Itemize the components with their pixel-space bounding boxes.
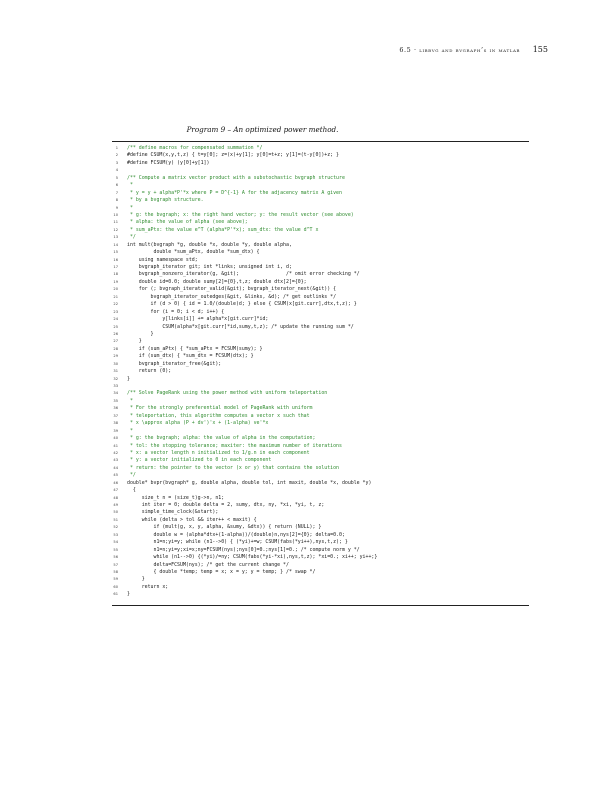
code-text: /** Compute a matrix vector product with a substochastic bvgraph structure: [127, 174, 345, 181]
line-number: 58: [113, 569, 118, 574]
code-line: [112, 517, 529, 524]
code-line: [112, 450, 529, 457]
code-line: [112, 398, 529, 405]
line-number: 5: [115, 175, 118, 180]
line-number: 30: [113, 361, 118, 366]
line-number: 23: [113, 309, 118, 314]
line-number: 7: [115, 190, 118, 195]
line-number: 47: [113, 488, 118, 493]
code-line: [112, 376, 529, 383]
code-line: [112, 145, 529, 152]
line-number: 46: [113, 480, 118, 485]
code-text: if (sum_aPtx) { *sum_aPtx = FCSUM(sumy); }: [127, 345, 263, 352]
code-text: return x;: [127, 583, 169, 590]
line-number: 2: [115, 153, 118, 158]
code-line: [112, 547, 529, 554]
line-number: 27: [113, 339, 118, 344]
code-text: bvgraph_iterator git; int *links; unsigned int i, d;: [127, 264, 292, 270]
code-text: if (d > 0) { id = 1.0/(double)d; } else { CSUM(x[git.curr],dtx,t,z); }: [127, 301, 357, 308]
code-line: [112, 361, 529, 368]
line-number: 34: [113, 391, 118, 396]
code-text: /** Solve PageRank using the power method with uniform teleportation: [127, 390, 328, 397]
code-text: *: [127, 427, 133, 434]
line-number: 15: [113, 250, 118, 255]
code-text: }: [127, 375, 130, 382]
code-line: [112, 338, 529, 345]
code-line: [112, 495, 529, 502]
line-number: 37: [113, 413, 118, 418]
line-number: 1: [115, 146, 118, 150]
code-text: if (sum_dtx) { *sum_dtx = FCSUM(dtx); }: [127, 353, 254, 360]
code-text: using namespace std;: [127, 256, 198, 263]
code-text: y[links[i]] += alpha*x[git.curr]*id;: [127, 316, 269, 323]
code-text: bvgraph_iterator_free(&git);: [127, 360, 222, 367]
code-text: * g: the bvgraph; alpha: the value of alpha in the computation;: [127, 435, 316, 442]
code-text: n1=n;yi=y;xi=x;ny=FCSUM(nys);nys[0]=0.;nys[1]=0.; /* compute norm y */: [127, 546, 360, 553]
code-text: * sum_aPtx: the value e^T (alpha*P'*x); sum_dtx: the value d^T x: [127, 226, 319, 233]
code-line: [112, 472, 529, 479]
line-number: 45: [113, 473, 118, 478]
code-line: [112, 509, 529, 516]
line-number: 36: [113, 406, 118, 411]
code-line: [112, 457, 529, 464]
line-number: 20: [113, 287, 118, 292]
code-line: [112, 480, 529, 487]
line-number: 35: [113, 398, 118, 403]
code-line: [112, 167, 529, 174]
line-number: 21: [113, 294, 118, 299]
line-number: 25: [113, 324, 118, 329]
code-line: [112, 152, 529, 159]
line-number: 42: [113, 450, 118, 455]
line-number: 54: [113, 540, 118, 545]
code-text: * x \approx alpha (P + dv')'x + (1-alpha) ve'*x: [127, 420, 269, 427]
line-number: 59: [113, 577, 118, 582]
code-line: [112, 383, 529, 390]
code-line: [112, 331, 529, 338]
code-text: *: [127, 204, 133, 211]
code-text: size_t n = (size_t)g->n, n1;: [127, 494, 225, 501]
line-number: 57: [113, 562, 118, 567]
code-line: [112, 353, 529, 360]
code-text: * y = y + alpha*P'*x where P = D^{-1} A for the adjacency matrix A given: [127, 189, 342, 196]
line-number: 29: [113, 354, 118, 359]
code-text: * alpha: the value of alpha (see above);: [127, 219, 248, 226]
code-line: [112, 390, 529, 397]
line-number: 41: [113, 443, 118, 448]
code-text: for (; bvgraph_iterator_valid(&git); bvgraph_iterator_next(&git)) {: [127, 286, 337, 293]
line-number: 61: [113, 592, 118, 597]
line-number: 55: [113, 547, 118, 552]
code-line: [112, 539, 529, 546]
code-text: int mult(bvgraph *g, double *x, double *y, double alpha,: [127, 241, 292, 248]
code-line: [112, 435, 529, 442]
code-line: [112, 443, 529, 450]
line-number: 9: [115, 205, 118, 210]
line-number: 11: [113, 220, 118, 225]
code-text: delta=FCSUM(nys); /* get the current change */: [127, 561, 289, 568]
line-number: 19: [113, 279, 118, 284]
code-text: n1=n;yi=y; while (n1-->0) { (*yi)+=w; CSUM(fabs(*yi++),nys,t,z); }: [127, 539, 348, 546]
line-number: 8: [115, 198, 118, 203]
line-number: 51: [113, 517, 118, 522]
line-number: 50: [113, 510, 118, 515]
code-text: * x: a vector length n initialized to 1/g.n in each component: [127, 449, 310, 456]
line-number: 4: [115, 168, 118, 173]
code-text: */: [127, 472, 136, 479]
code-line: [112, 301, 529, 308]
line-number: 10: [113, 212, 118, 217]
line-number: 40: [113, 436, 118, 441]
code-text: }: [127, 330, 154, 337]
code-line: [112, 324, 529, 331]
code-text: }: [127, 591, 130, 598]
code-line: [112, 405, 529, 412]
line-number: 28: [113, 346, 118, 351]
code-line: [112, 524, 529, 531]
line-number: 60: [113, 584, 118, 589]
code-text: * by a bvgraph structure.: [127, 197, 204, 204]
code-line: [112, 316, 529, 323]
line-number: 53: [113, 532, 118, 537]
code-line: [112, 532, 529, 539]
running-title: 6.5 · libbvg and bvgraph’s in matlab: [399, 46, 520, 54]
code-text: * tol: the stopping tolerance; maxiter: the maximum number of iterations: [127, 442, 342, 449]
code-text: * return: the pointer to the vector (x or y) that contains the solution: [127, 464, 339, 471]
code-text: * y: a vector initialized to 0 in each component: [127, 457, 272, 464]
code-line: [112, 264, 529, 271]
code-line: [112, 271, 529, 278]
page-header: [0, 46, 612, 60]
code-line: [112, 584, 529, 591]
code-text: *: [127, 397, 133, 404]
code-line: [112, 182, 529, 189]
code-line: [112, 562, 529, 569]
code-text: int iter = 0; double delta = 2, sumy, dtx, ny, *xi, *yi, t, z;: [127, 502, 325, 508]
code-line: [112, 212, 529, 219]
code-line: [112, 502, 529, 509]
code-text: simple_time_clock(&start);: [127, 509, 219, 516]
code-text: CSUM(alpha*x[git.curr]*id,sumy,t,z); /* update the running sum */: [127, 323, 354, 330]
code-text: #define FCSUM(y) (y[0]+y[1]): [127, 159, 210, 166]
code-text: while (n1-->0) {(*yi)/=ny; CSUM(fabs(*yi-*xi),nys,t,z); *xi=0.; xi++; yi++;}: [127, 554, 378, 561]
line-number: 48: [113, 495, 118, 500]
code-line: [112, 227, 529, 234]
code-listing: [112, 145, 529, 599]
page-number: 155: [532, 45, 548, 54]
line-number: 14: [113, 242, 118, 247]
code-text: double w = (alpha*dtx+(1-alpha))/(double)n,nys[2]={0}; delta=0.0;: [127, 531, 345, 538]
line-number: 38: [113, 421, 118, 426]
code-text: double* bvpr(bvgraph* g, double alpha, double tol, int maxit, double *x, double *y): [127, 479, 372, 486]
code-line: [112, 413, 529, 420]
line-number: 56: [113, 555, 118, 560]
line-number: 16: [113, 257, 118, 262]
line-number: 24: [113, 317, 118, 322]
code-line: [112, 160, 529, 167]
line-number: 39: [113, 428, 118, 433]
code-line: [112, 257, 529, 264]
line-number: 44: [113, 465, 118, 470]
code-text: #define CSUM(x,y,t,z) { t=y[0]; z=(x)+y[1]; y[0]=t+z; y[1]=(t-y[0])+z; }: [127, 152, 339, 159]
code-line: [112, 294, 529, 301]
code-text: { double *temp; temp = x; x = y; y = temp; } /* swap */: [127, 568, 316, 575]
code-text: * teleportation, this algorithm computes a vector x such that: [127, 412, 310, 419]
code-line: [112, 309, 529, 316]
code-line: [112, 576, 529, 583]
listing-bottom-rule: [112, 605, 529, 606]
line-number: 12: [113, 227, 118, 232]
code-line: [112, 487, 529, 494]
code-text: for (i = 0; i < d; i++) {: [127, 308, 225, 315]
code-text: double id=0.0; double sumy[2]={0},t,z; double dtx[2]={0};: [127, 278, 307, 285]
code-text: while (delta > tol && iter++ < maxit) {: [127, 516, 257, 523]
line-number: 3: [115, 160, 118, 165]
code-text: }: [127, 576, 145, 583]
code-text: }: [127, 338, 142, 345]
code-text: bvgraph_nonzero_iterator(g, &git); /* omit error checking */: [127, 271, 360, 278]
code-line: [112, 420, 529, 427]
code-line: [112, 465, 529, 472]
line-number: 43: [113, 458, 118, 463]
code-text: double *sum_aPtx, double *sum_dtx) {: [127, 249, 260, 256]
code-line: [112, 249, 529, 256]
code-line: [112, 219, 529, 226]
line-number: 13: [113, 235, 118, 240]
line-number: 22: [113, 302, 118, 307]
line-number: 6: [115, 183, 118, 188]
code-text: */: [127, 234, 136, 241]
code-text: * For the strongly preferential model of PageRank with uniform: [127, 405, 313, 412]
code-text: /** define macros for compensated summation */: [127, 145, 263, 151]
code-line: [112, 197, 529, 204]
code-text: bvgraph_iterator_outedges(&git, &links, &d); /* get outlinks */: [127, 293, 337, 300]
line-number: 17: [113, 265, 118, 269]
code-text: if (mult(g, x, y, alpha, &sumy, &dtx)) { return (NULL); }: [127, 524, 322, 531]
listing-top-rule: [112, 141, 529, 142]
code-text: return (0);: [127, 368, 172, 375]
code-line: [112, 569, 529, 576]
line-number: 31: [113, 369, 118, 374]
code-text: {: [127, 487, 136, 494]
code-line: [112, 175, 529, 182]
code-text: *: [127, 182, 133, 189]
code-line: [112, 591, 529, 598]
code-line: [112, 279, 529, 286]
line-number: 18: [113, 272, 118, 277]
line-number: 52: [113, 525, 118, 530]
listing-caption: Program 9 – An optimized power method.: [186, 125, 339, 134]
code-line: [112, 554, 529, 561]
code-text: * g: the bvgraph; x: the right hand vector; y: the result vector (see above): [127, 211, 354, 218]
code-line: [112, 205, 529, 212]
line-number: 26: [113, 331, 118, 336]
code-line: [112, 190, 529, 197]
code-line: [112, 368, 529, 375]
line-number: 49: [113, 503, 118, 507]
line-number: 33: [113, 384, 118, 388]
code-line: [112, 428, 529, 435]
code-line: [112, 286, 529, 293]
code-line: [112, 242, 529, 249]
line-number: 32: [113, 376, 118, 381]
code-line: [112, 346, 529, 353]
code-line: [112, 234, 529, 241]
